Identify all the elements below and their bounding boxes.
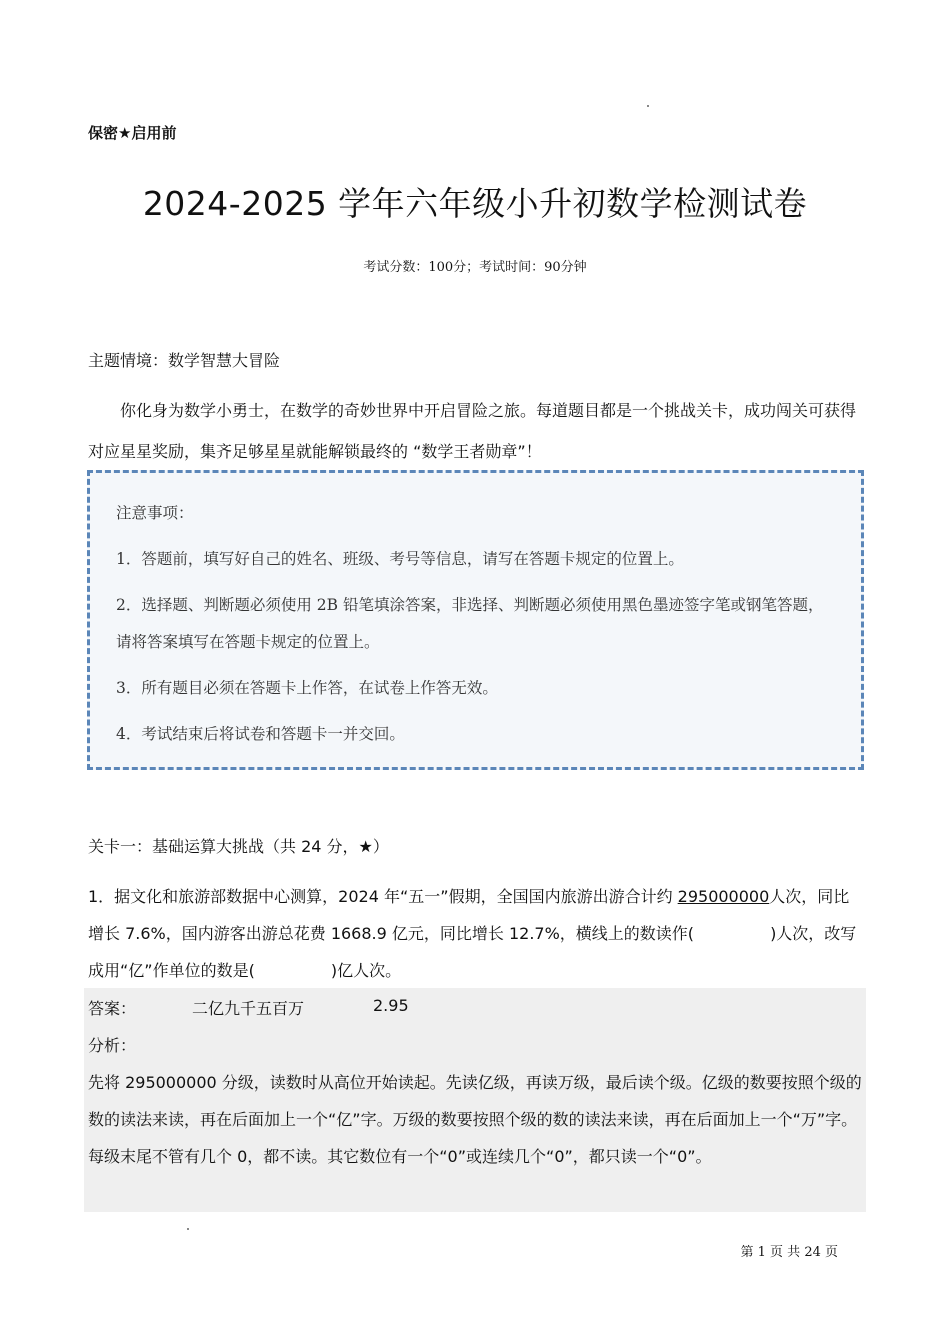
notice-title: 注意事项： xyxy=(116,504,194,522)
exam-info: 考试分数：100分；考试时间：90分钟 xyxy=(363,260,587,275)
decorative-dot xyxy=(647,105,649,107)
analysis-label: 分析： xyxy=(88,1036,137,1055)
confidential-label: 保密★启用前 xyxy=(88,124,177,142)
question-text: 1．据文化和旅游部数据中心测算，2024 年“五一”假期，全国国内旅游出游合计约 xyxy=(88,887,678,906)
underlined-number: 295000000 xyxy=(677,887,770,906)
notice-item: 4．考试结束后将试卷和答题卡一并交回。 xyxy=(116,725,405,743)
question-text: 人次，同比增长 7.6%，国内游客出游总花费 1668.9 亿元，同比增长 12.7%，横线上的数读作( xyxy=(88,887,850,943)
notice-item: 3．所有题目必须在答题卡上作答，在试卷上作答无效。 xyxy=(116,679,498,697)
notice-box xyxy=(87,470,864,770)
decorative-dot xyxy=(187,1228,189,1230)
answer-box xyxy=(84,988,866,1212)
notice-item: 2．选择题、判断题必须使用 2B 铅笔填涂答案，非选择、判断题必须使用黑色墨迹签字笔或钢笔答题，请将答案填写在答题卡规定的位置上。 xyxy=(116,596,824,651)
page-number: 第 1 页 共 24 页 xyxy=(740,1245,838,1260)
question-text: )人次，改写成用“亿”作单位的数是( xyxy=(88,924,857,980)
page-title: 2024-2025 学年六年级小升初数学检测试卷 xyxy=(142,184,808,223)
question-1 xyxy=(88,878,864,989)
answer-label: 答案： xyxy=(88,999,137,1018)
theme-intro: 你化身为数学小勇士，在数学的奇妙世界中开启冒险之旅。每道题目都是一个挑战关卡，成功闯关可获得对应星星奖励，集齐足够星星就能解锁最终的 “数学王者勋章”！ xyxy=(88,401,857,461)
analysis-text: 先将 295000000 分级，读数时从高位开始读起。先读亿级，再读万级，最后读个级。亿级的数要按照个级的数的读法来读，再在后面加上一个“亿”字。万级的数要按照个级的数的读法来读，再在后面加上一个“万”字。每级末尾不管有几个 0，都不读。其它数位有一个“0”或连续几个“0”，都只读一个“0”。 xyxy=(88,1073,862,1166)
level-heading: 关卡一：基础运算大挑战（共 24 分，★） xyxy=(88,837,389,856)
question-text: )亿人次。 xyxy=(330,961,402,980)
notice-item: 1．答题前，填写好自己的姓名、班级、考号等信息，请写在答题卡规定的位置上。 xyxy=(116,550,684,568)
answer-value: 二亿九千五百万 xyxy=(192,999,305,1018)
answer-value: 2.95 xyxy=(373,996,409,1015)
theme-label: 主题情境：数学智慧大冒险 xyxy=(88,351,281,370)
